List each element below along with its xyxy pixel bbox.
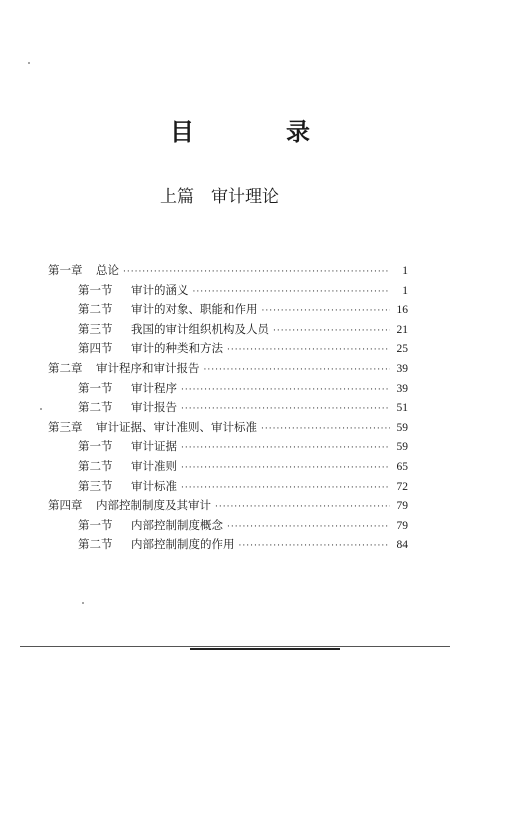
toc-page-number: 79 (396, 500, 408, 513)
table-of-contents (48, 262, 408, 556)
toc-chapter-row (48, 360, 408, 380)
toc-page-number: 39 (396, 362, 408, 375)
toc-heading: 内部控制制度及其审计 (96, 498, 211, 513)
toc-heading: 审计的种类和方法 (131, 341, 223, 356)
toc-page-number: 1 (402, 265, 408, 277)
part-title: 上篇 审计理论 (160, 187, 279, 207)
bottom-rule-thick (190, 648, 340, 650)
toc-leader-dots (123, 267, 390, 277)
toc-number: 第一节 (78, 439, 113, 454)
toc-page-number: 59 (396, 421, 408, 434)
toc-heading: 审计的涵义 (131, 282, 189, 297)
toc-page-number: 79 (396, 519, 408, 532)
toc-heading: 内部控制制度概念 (131, 517, 223, 532)
toc-number: 第二节 (78, 302, 113, 317)
toc-page-number: 39 (396, 382, 408, 395)
toc-number: 第二节 (78, 458, 113, 473)
toc-leader-dots (181, 404, 390, 414)
toc-section-row (48, 399, 408, 419)
toc-leader-dots (181, 483, 390, 493)
toc-leader-dots (227, 345, 390, 355)
toc-leader-dots (239, 541, 391, 551)
toc-page-number: 21 (396, 323, 408, 336)
toc-page-number: 65 (396, 460, 408, 473)
toc-page-number: 16 (396, 304, 408, 317)
toc-number: 第一节 (78, 282, 113, 297)
toc-heading: 审计程序 (131, 380, 177, 395)
scan-speck (28, 62, 30, 64)
page-title-char-2: 录 (286, 117, 310, 146)
toc-heading: 审计证据、审计准则、审计标准 (96, 419, 257, 434)
toc-number: 第三章 (48, 419, 83, 434)
toc-section-row (48, 380, 408, 400)
toc-number: 第一章 (48, 263, 83, 277)
toc-number: 第二节 (78, 400, 113, 415)
toc-page-number: 25 (396, 343, 408, 356)
toc-heading: 审计标准 (131, 478, 177, 493)
toc-heading: 我国的审计组织机构及人员 (131, 321, 269, 336)
toc-heading: 审计证据 (131, 439, 177, 454)
toc-leader-dots (193, 287, 391, 297)
toc-heading: 审计报告 (131, 400, 177, 415)
toc-number: 第四章 (48, 498, 83, 513)
toc-number: 第二节 (78, 537, 113, 552)
toc-chapter-row (48, 497, 408, 517)
toc-section-row (48, 536, 408, 556)
page-title-char-1: 目 (170, 117, 194, 146)
toc-leader-dots (181, 463, 390, 473)
toc-section-row (48, 282, 408, 302)
toc-leader-dots (227, 522, 390, 532)
toc-section-row (48, 517, 408, 537)
page-title (170, 112, 310, 147)
toc-page-number: 1 (402, 284, 408, 297)
toc-section-row (48, 438, 408, 458)
bottom-rule (20, 646, 450, 647)
toc-page-number: 84 (396, 539, 408, 552)
scan-speck (82, 602, 84, 604)
toc-number: 第三节 (78, 321, 113, 336)
toc-heading: 总论 (96, 263, 119, 277)
toc-leader-dots (261, 424, 390, 434)
toc-leader-dots (181, 443, 390, 453)
toc-section-row (48, 478, 408, 498)
toc-number: 第三节 (78, 478, 113, 493)
toc-heading: 审计的对象、职能和作用 (131, 302, 258, 317)
toc-number: 第二章 (48, 360, 83, 375)
toc-section-row (48, 458, 408, 478)
toc-section-row (48, 301, 408, 321)
toc-page-number: 59 (396, 441, 408, 454)
toc-number: 第一节 (78, 380, 113, 395)
scan-speck (40, 408, 42, 410)
toc-page-number: 72 (396, 480, 408, 493)
toc-number: 第四节 (78, 341, 113, 356)
toc-leader-dots (215, 502, 390, 512)
toc-number: 第一节 (78, 517, 113, 532)
toc-section-row (48, 340, 408, 360)
toc-heading: 内部控制制度的作用 (131, 537, 235, 552)
toc-chapter-row (48, 262, 408, 282)
toc-leader-dots (262, 306, 391, 316)
toc-chapter-row (48, 419, 408, 439)
toc-leader-dots (204, 365, 391, 375)
toc-page-number: 51 (396, 402, 408, 415)
toc-heading: 审计准则 (131, 458, 177, 473)
toc-leader-dots (181, 385, 390, 395)
toc-section-row (48, 321, 408, 341)
toc-leader-dots (273, 326, 390, 336)
toc-heading: 审计程序和审计报告 (96, 360, 200, 375)
